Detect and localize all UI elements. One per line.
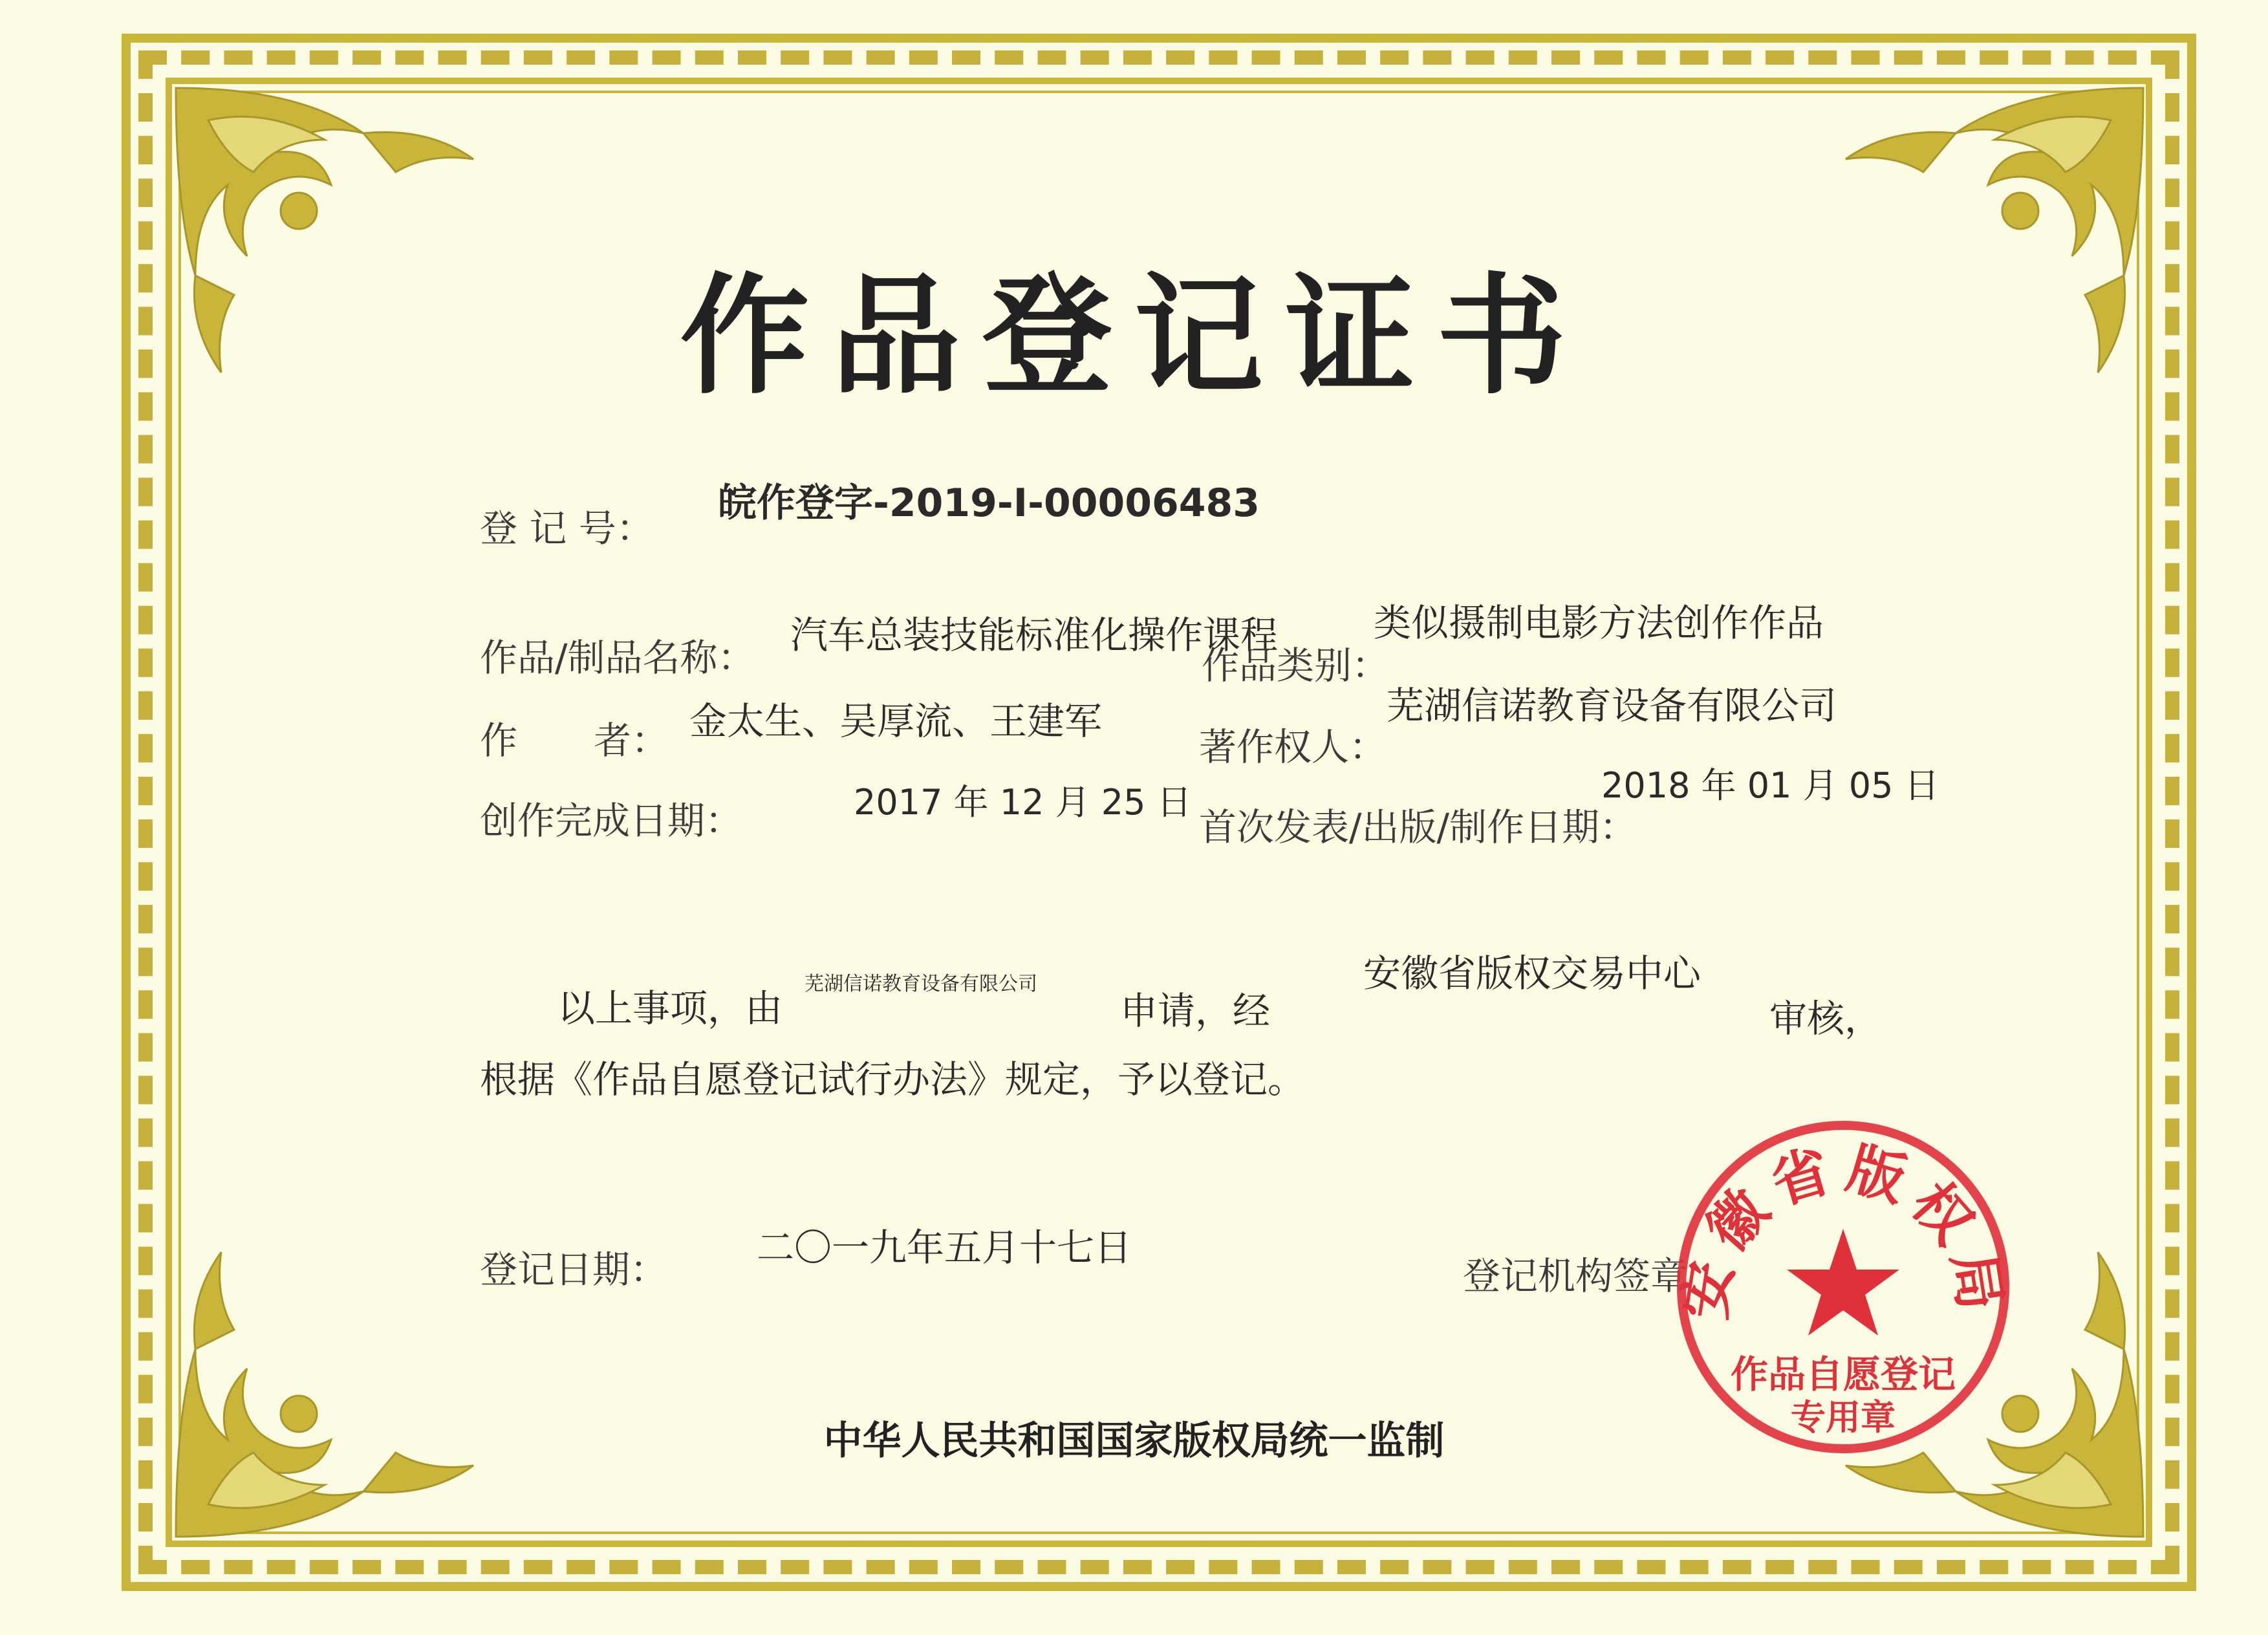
statement-part3: 审核， (1769, 997, 1883, 1041)
copyright-owner-value: 芜湖信诺教育设备有限公司 (1387, 684, 1837, 728)
work-category-label: 作品类别： (1202, 644, 1390, 688)
seal-outer-text: 安徽省版权局 (1670, 1134, 2016, 1324)
statement-applicant: 芜湖信诺教育设备有限公司 (805, 973, 1037, 995)
seal-star-icon (1787, 1229, 1899, 1336)
certificate-title: 作品登记证书 (680, 260, 1588, 412)
author-label-char2: 者： (594, 719, 669, 763)
statement-reviewer: 安徽省版权交易中心 (1363, 951, 1701, 995)
seal-inner-line1: 作品自愿登记 (1730, 1352, 1956, 1396)
statement-line2: 根据《作品自愿登记试行办法》规定，予以登记。 (480, 1057, 1306, 1101)
footer-supervision-text: 中华人民共和国国家版权局统一监制 (823, 1418, 1445, 1464)
registration-date-value: 二〇一九年五月十七日 (757, 1226, 1132, 1270)
work-category-value: 类似摄制电影方法创作作品 (1374, 601, 1824, 645)
registration-number-value: 皖作登字-2019-I-00006483 (718, 481, 1260, 526)
seal-inner-line2: 专用章 (1791, 1397, 1895, 1438)
publication-date-value: 2018 年 01 月 05 日 (1601, 765, 1939, 806)
registration-date-label: 登记日期： (480, 1248, 668, 1292)
statement-part1: 以上事项，由 (557, 986, 783, 1030)
signature-label: 登记机构签章 (1463, 1254, 1689, 1298)
author-value: 金太生、吴厚流、王建军 (689, 699, 1103, 743)
work-name-value: 汽车总装技能标准化操作课程 (790, 613, 1279, 657)
statement-part2: 申请，经 (1120, 989, 1271, 1033)
completion-date-value: 2017 年 12 月 25 日 (854, 782, 1192, 823)
work-name-label: 作品/制品名称： (480, 636, 755, 680)
completion-date-label: 创作完成日期： (480, 799, 743, 843)
corner-ornament-bottom-left (169, 1233, 532, 1543)
copyright-owner-label: 著作权人： (1199, 725, 1387, 769)
author-label-char1: 作 (480, 719, 518, 763)
registration-number-label: 登 记 号： (480, 506, 654, 550)
publication-date-label: 首次发表/出版/制作日期： (1199, 805, 1637, 849)
official-seal (1669, 1112, 2018, 1462)
